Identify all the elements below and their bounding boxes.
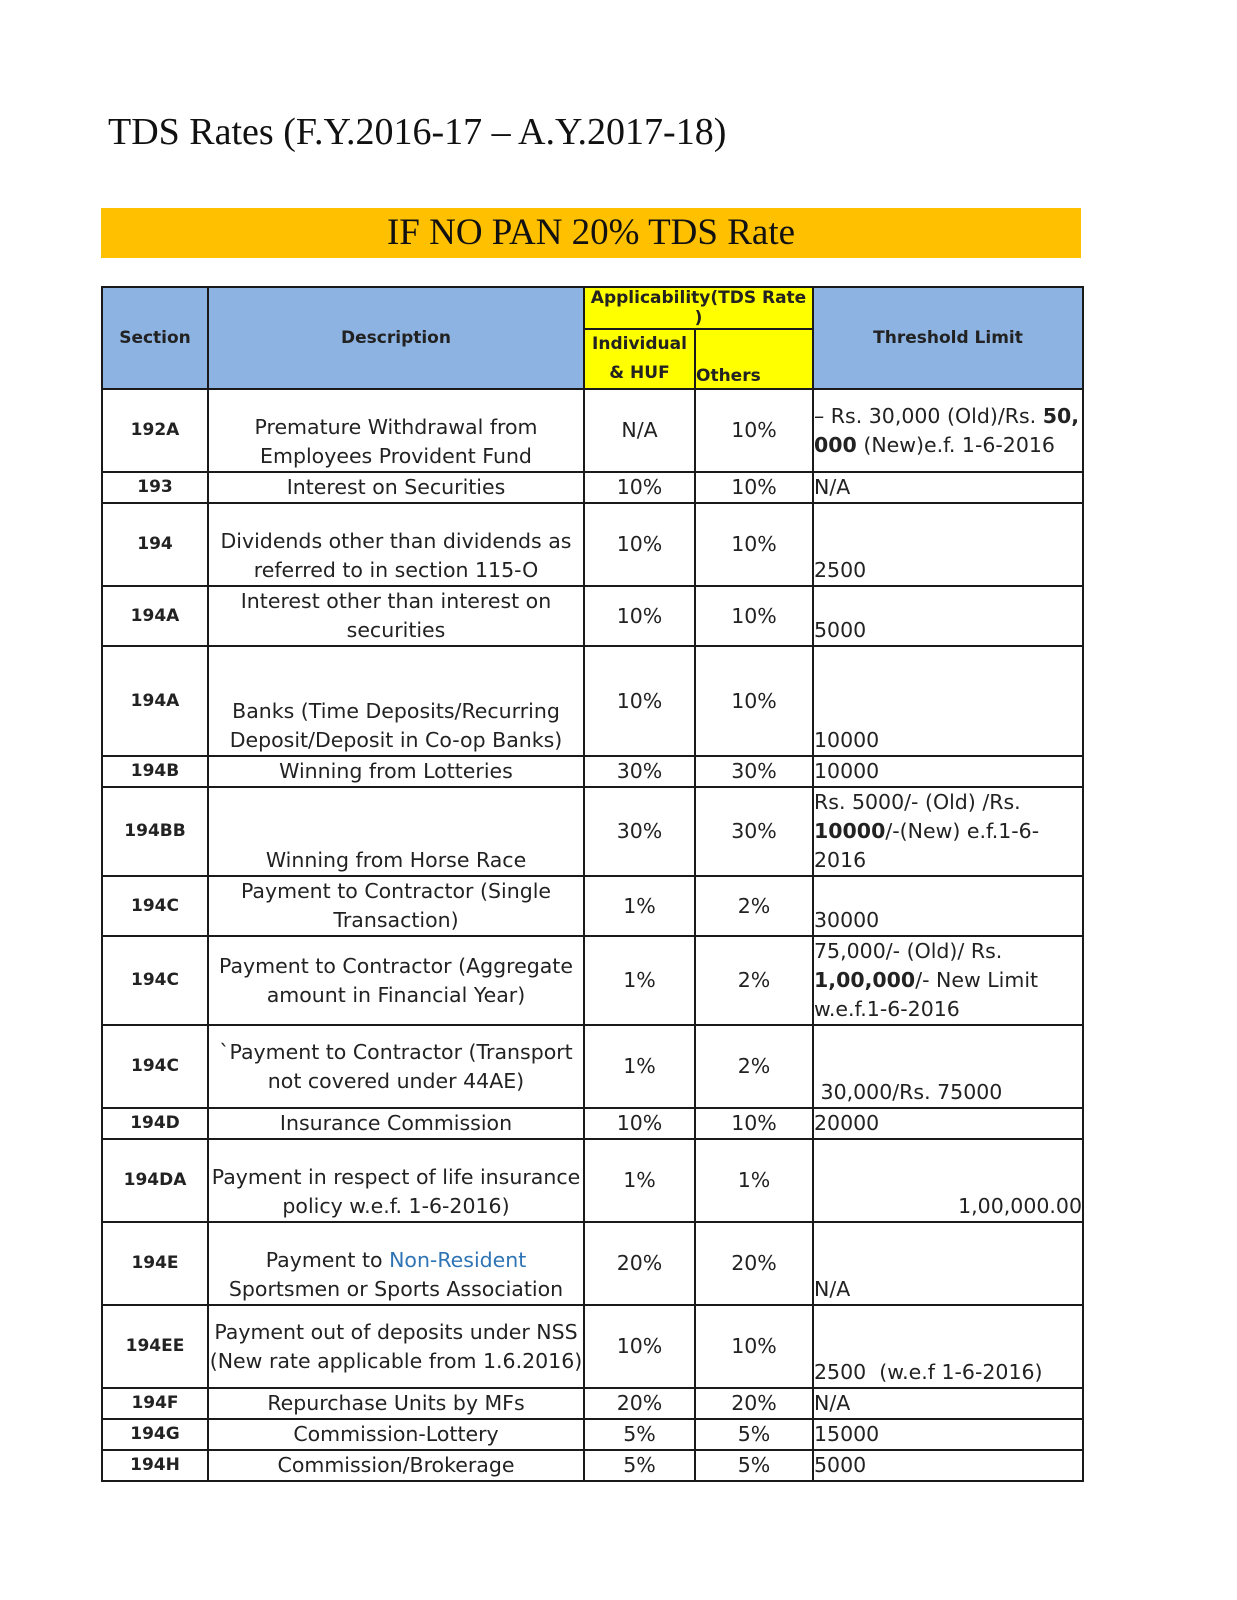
individual-rate-cell: 30%: [584, 756, 695, 787]
threshold-cell: 5000: [813, 586, 1083, 646]
header-section: Section: [102, 287, 208, 389]
individual-rate-cell: 10%: [584, 1108, 695, 1139]
threshold-text: – Rs. 30,000 (Old)/Rs.: [814, 403, 1043, 428]
table-row: [102, 389, 1083, 472]
tds-rates-table: [101, 286, 1084, 1482]
threshold-cell: N/A: [813, 472, 1083, 503]
threshold-text: /- New Limit w.e.f.1-6-2016: [814, 968, 1039, 1021]
others-rate-cell: 5%: [695, 1450, 813, 1481]
description-cell: Premature Withdrawal from Employees Provident Fund: [208, 389, 584, 472]
section-cell: 194C: [102, 1025, 208, 1108]
table-row: [102, 586, 1083, 646]
section-cell: 194E: [102, 1222, 208, 1305]
others-rate-cell: 20%: [695, 1222, 813, 1305]
individual-rate-cell: 5%: [584, 1419, 695, 1450]
individual-rate-cell: 30%: [584, 787, 695, 876]
threshold-cell: 2500 (w.e.f 1-6-2016): [813, 1305, 1083, 1388]
others-rate-cell: 10%: [695, 586, 813, 646]
others-rate-cell: 10%: [695, 1108, 813, 1139]
section-cell: 194A: [102, 646, 208, 756]
table-row: [102, 1222, 1083, 1305]
description-cell: Payment to Contractor (Aggregate amount in Financial Year): [208, 936, 584, 1025]
others-rate-cell: 30%: [695, 787, 813, 876]
individual-rate-cell: 10%: [584, 1305, 695, 1388]
threshold-cell: 1,00,000.00: [813, 1139, 1083, 1222]
section-cell: 194A: [102, 586, 208, 646]
individual-rate-cell: 10%: [584, 646, 695, 756]
description-cell: Payment in respect of life insurance policy w.e.f. 1-6-2016): [208, 1139, 584, 1222]
header-threshold: Threshold Limit: [813, 287, 1083, 389]
table-row: [102, 503, 1083, 586]
description-cell: `Payment to Contractor (Transport not covered under 44AE): [208, 1025, 584, 1108]
threshold-cell: 15000: [813, 1419, 1083, 1450]
header-description: Description: [208, 287, 584, 389]
others-rate-cell: 1%: [695, 1139, 813, 1222]
header-applicability: Applicability(TDS Rate ): [584, 287, 813, 329]
threshold-cell: N/A: [813, 1222, 1083, 1305]
threshold-cell: N/A: [813, 1388, 1083, 1419]
table-row: [102, 876, 1083, 936]
threshold-text: (New)e.f. 1-6-2016: [856, 432, 1055, 457]
others-rate-cell: 5%: [695, 1419, 813, 1450]
others-rate-cell: 10%: [695, 472, 813, 503]
table-row: [102, 1388, 1083, 1419]
others-rate-cell: 10%: [695, 503, 813, 586]
table-row: [102, 787, 1083, 876]
section-cell: 194F: [102, 1388, 208, 1419]
individual-rate-cell: N/A: [584, 389, 695, 472]
description-cell: Payment to Contractor (Single Transaction): [208, 876, 584, 936]
table-row: [102, 936, 1083, 1025]
threshold-cell: [813, 787, 1083, 876]
description-cell: Interest on Securities: [208, 472, 584, 503]
individual-rate-cell: 1%: [584, 936, 695, 1025]
table-row: [102, 1025, 1083, 1108]
individual-rate-cell: 1%: [584, 876, 695, 936]
individual-rate-cell: 1%: [584, 1139, 695, 1222]
others-rate-cell: 20%: [695, 1388, 813, 1419]
threshold-cell: 2500: [813, 503, 1083, 586]
individual-rate-cell: 10%: [584, 586, 695, 646]
others-rate-cell: 2%: [695, 1025, 813, 1108]
others-rate-cell: 10%: [695, 646, 813, 756]
description-cell: Banks (Time Deposits/Recurring Deposit/Deposit in Co-op Banks): [208, 646, 584, 756]
threshold-new-value: 10000: [814, 819, 886, 843]
description-cell: Interest other than interest on securities: [208, 586, 584, 646]
threshold-cell: [813, 936, 1083, 1025]
individual-rate-cell: 20%: [584, 1222, 695, 1305]
others-rate-cell: 10%: [695, 389, 813, 472]
description-cell: Repurchase Units by MFs: [208, 1388, 584, 1419]
no-pan-banner: IF NO PAN 20% TDS Rate: [101, 208, 1081, 258]
others-rate-cell: 2%: [695, 936, 813, 1025]
table-row: [102, 1419, 1083, 1450]
description-cell: Insurance Commission: [208, 1108, 584, 1139]
section-cell: 192A: [102, 389, 208, 472]
others-rate-cell: 2%: [695, 876, 813, 936]
threshold-cell: 5000: [813, 1450, 1083, 1481]
description-cell: Winning from Lotteries: [208, 756, 584, 787]
others-rate-cell: 10%: [695, 1305, 813, 1388]
individual-rate-cell: 1%: [584, 1025, 695, 1108]
threshold-new-value: 1,00,000: [814, 968, 916, 992]
description-cell: Commission/Brokerage: [208, 1450, 584, 1481]
section-cell: 194EE: [102, 1305, 208, 1388]
section-cell: 194C: [102, 876, 208, 936]
section-cell: 194D: [102, 1108, 208, 1139]
threshold-cell: 30000: [813, 876, 1083, 936]
others-rate-cell: 30%: [695, 756, 813, 787]
description-cell: Payment out of deposits under NSS (New rate applicable from 1.6.2016): [208, 1305, 584, 1388]
table-row: [102, 756, 1083, 787]
threshold-cell: 20000: [813, 1108, 1083, 1139]
section-cell: 194BB: [102, 787, 208, 876]
individual-rate-cell: 5%: [584, 1450, 695, 1481]
threshold-text: /-(New) e.f.1-6-2016: [814, 819, 1040, 872]
table-row: [102, 1450, 1083, 1481]
table-row: [102, 1305, 1083, 1388]
header-individual: Individual & HUF: [584, 329, 695, 389]
section-cell: 194B: [102, 756, 208, 787]
section-cell: 194: [102, 503, 208, 586]
threshold-cell: [813, 389, 1083, 472]
page-title: TDS Rates (F.Y.2016-17 – A.Y.2017-18): [108, 111, 727, 153]
table-row: [102, 472, 1083, 503]
section-cell: 194H: [102, 1450, 208, 1481]
section-cell: 194G: [102, 1419, 208, 1450]
table-row: [102, 1108, 1083, 1139]
table-row: [102, 1139, 1083, 1222]
description-text: Sportsmen or Sports Association: [228, 1277, 564, 1301]
threshold-text: 75,000/- (Old)/ Rs.: [814, 939, 1003, 963]
table-row: [102, 646, 1083, 756]
threshold-new-value: 50, 000: [814, 403, 1080, 457]
section-cell: 194C: [102, 936, 208, 1025]
description-cell: Commission-Lottery: [208, 1419, 584, 1450]
individual-rate-cell: 10%: [584, 503, 695, 586]
individual-rate-cell: 10%: [584, 472, 695, 503]
description-cell: [208, 1222, 584, 1305]
section-cell: 193: [102, 472, 208, 503]
description-cell: Dividends other than dividends as referred to in section 115-O: [208, 503, 584, 586]
section-cell: 194DA: [102, 1139, 208, 1222]
description-cell: Winning from Horse Race: [208, 787, 584, 876]
threshold-cell: 10000: [813, 756, 1083, 787]
threshold-text: Rs. 5000/- (Old) /Rs.: [814, 790, 1021, 814]
threshold-cell: 10000: [813, 646, 1083, 756]
threshold-cell: 30,000/Rs. 75000: [813, 1025, 1083, 1108]
non-resident-link[interactable]: Non-Resident: [389, 1248, 527, 1272]
header-others: Others: [695, 329, 813, 389]
description-text: Payment to: [265, 1248, 390, 1272]
individual-rate-cell: 20%: [584, 1388, 695, 1419]
